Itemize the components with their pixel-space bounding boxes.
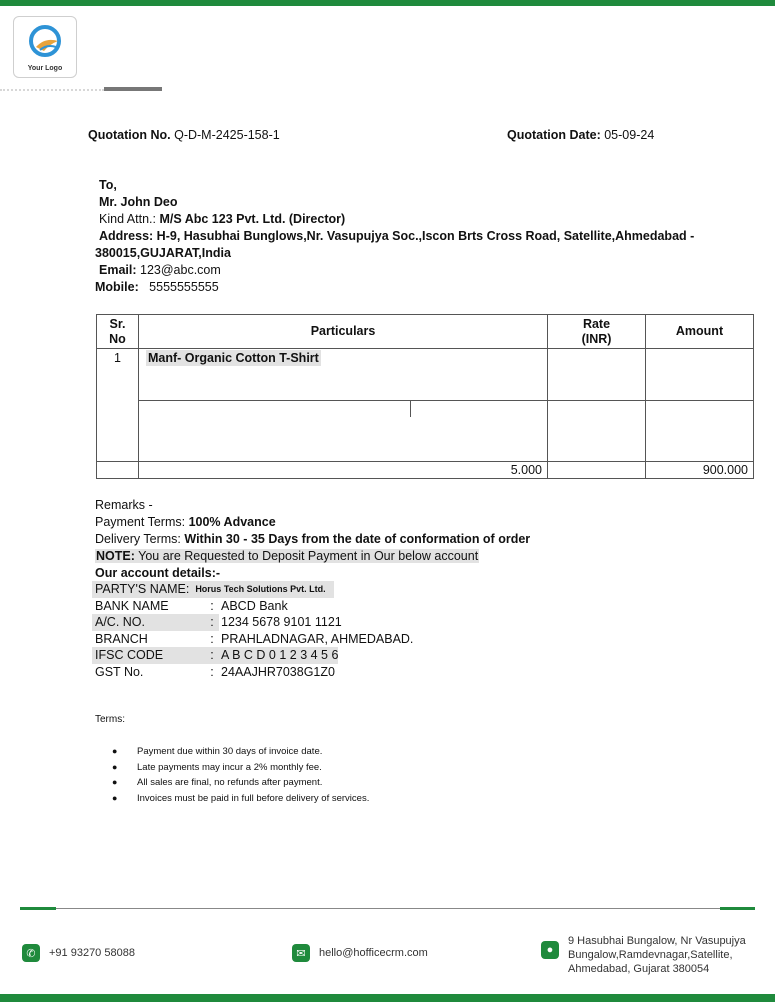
party-name-value: Horus Tech Solutions Pvt. Ltd. bbox=[195, 584, 326, 594]
quotation-number: Quotation No. Q-D-M-2425-158-1 bbox=[88, 128, 280, 142]
email: Email: 123@abc.com bbox=[99, 263, 221, 277]
footer-email[interactable]: ✉ hello@hofficecrm.com bbox=[292, 944, 428, 962]
bank-row: GST No. : 24AAJHR7038G1Z0 bbox=[95, 664, 335, 679]
payment-terms: Payment Terms: 100% Advance bbox=[95, 515, 276, 529]
bank-row: IFSC CODE : A B C D 0 1 2 3 4 5 6 bbox=[92, 647, 413, 664]
header-sr-no: Sr. No bbox=[97, 315, 139, 349]
footer-divider bbox=[20, 908, 755, 909]
table-row bbox=[97, 349, 754, 401]
items-table bbox=[96, 314, 754, 479]
note: NOTE: You are Requested to Deposit Payment in Our below account bbox=[96, 549, 479, 563]
recipient-block bbox=[95, 177, 695, 296]
logo-text: Your Logo bbox=[27, 65, 63, 72]
address: Address: H-9, Hasubhai Bunglows,Nr. Vasupujya Soc.,Iscon Brts Cross Road, Satellite,Ahmedabad - bbox=[99, 229, 695, 243]
table-header-row bbox=[97, 315, 754, 349]
top-accent-bar bbox=[0, 0, 775, 6]
row-sr: 1 bbox=[97, 349, 139, 462]
bank-details bbox=[92, 581, 413, 681]
header-divider bbox=[104, 87, 162, 91]
table-blank-row bbox=[97, 401, 754, 462]
recipient-name: Mr. John Deo bbox=[99, 195, 178, 209]
footer-accent-left bbox=[20, 907, 56, 910]
terms-list bbox=[112, 744, 369, 806]
header-amount: Amount bbox=[646, 315, 754, 349]
header-dotted-divider bbox=[0, 89, 104, 91]
total-qty: 5.000 bbox=[139, 462, 548, 479]
row-amount bbox=[646, 349, 754, 401]
list-item: ● Payment due within 30 days of invoice date. bbox=[112, 746, 323, 757]
footer-accent-right bbox=[720, 907, 755, 910]
text-cursor bbox=[410, 401, 411, 417]
row-rate bbox=[548, 349, 646, 401]
row-particular: Manf- Organic Cotton T-Shirt bbox=[148, 351, 319, 365]
row-particular-cell bbox=[139, 349, 548, 401]
bank-row: BRANCH : PRAHLADNAGAR, AHMEDABAD. bbox=[95, 631, 414, 646]
header-particulars: Particulars bbox=[139, 315, 548, 349]
mobile: Mobile: 5555555555 bbox=[95, 280, 219, 294]
terms-title: Terms: bbox=[95, 714, 125, 725]
account-title: Our account details:- bbox=[95, 566, 221, 580]
bank-row: A/C. NO. : 1234 5678 9101 1121 bbox=[92, 614, 413, 631]
mail-icon: ✉ bbox=[292, 944, 310, 962]
footer-phone: ✆ +91 93270 58088 bbox=[22, 944, 135, 962]
address-line2: 380015,GUJARAT,India bbox=[95, 246, 231, 260]
party-name-label: PARTY'S NAME: bbox=[95, 582, 190, 596]
bottom-accent-bar bbox=[0, 994, 775, 1002]
remarks-block bbox=[95, 497, 695, 582]
to-label: To, bbox=[99, 178, 117, 192]
remarks-title: Remarks - bbox=[95, 498, 153, 512]
total-amount: 900.000 bbox=[646, 462, 754, 479]
table-total-row bbox=[97, 462, 754, 479]
company-logo bbox=[13, 16, 77, 78]
kind-attn: Kind Attn.: M/S Abc 123 Pvt. Ltd. (Director) bbox=[99, 212, 346, 226]
logo-mark-icon bbox=[14, 17, 76, 61]
phone-icon: ✆ bbox=[22, 944, 40, 962]
list-item: ● Invoices must be paid in full before delivery of services. bbox=[112, 792, 370, 804]
list-item: ● Late payments may incur a 2% monthly fee. bbox=[112, 761, 322, 773]
delivery-terms: Delivery Terms: Within 30 - 35 Days from the date of conformation of order bbox=[95, 532, 531, 546]
quotation-date: Quotation Date: 05-09-24 bbox=[507, 128, 655, 142]
location-icon: ● bbox=[541, 941, 559, 959]
list-item: ● All sales are final, no refunds after payment. bbox=[112, 777, 323, 788]
bank-row: BANK NAME : ABCD Bank bbox=[95, 598, 288, 613]
footer-address: ● 9 Hasubhai Bungalow, Nr Vasupujya Bungalow,Ramdevnagar,Satellite, Ahmedabad, Gujarat 380054 bbox=[541, 934, 746, 976]
header-rate: Rate (INR) bbox=[548, 315, 646, 349]
party-name-row bbox=[92, 581, 334, 598]
